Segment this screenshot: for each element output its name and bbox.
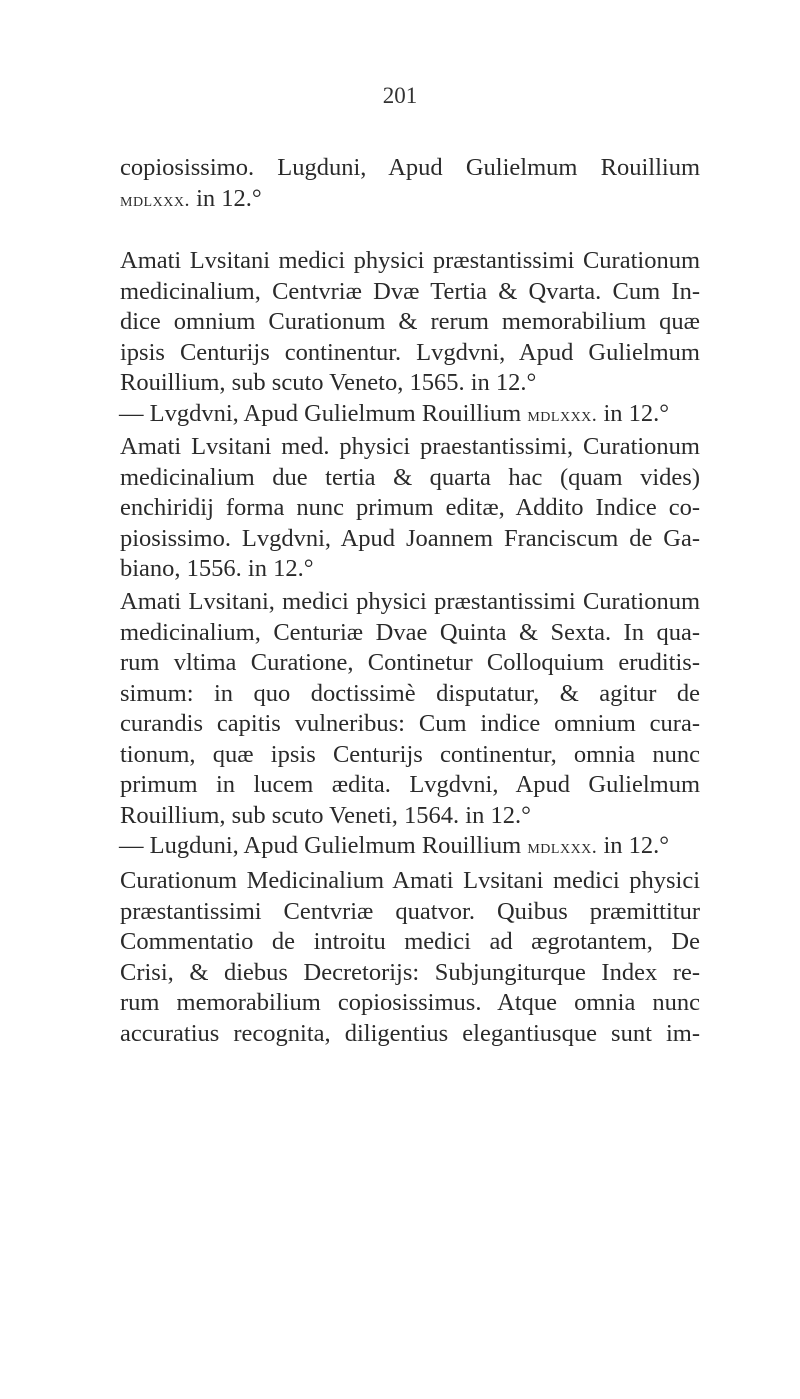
text-line: Amati Lvsitani medici physici præstantissimi Curationum bbox=[120, 247, 700, 274]
text-line: accuratius recognita, diligentius elegantiusque sunt im- bbox=[120, 1019, 700, 1047]
text-line: piosissimo. Lvgdvni, Apud Joannem Franciscum de Ga- bbox=[120, 524, 700, 552]
bibliography-entry bbox=[120, 587, 700, 862]
text-line: copiosissimo. Lugduni, Apud Gulielmum Rouillium bbox=[120, 154, 700, 181]
roman-date: mdlxxx. bbox=[120, 188, 190, 211]
text-line: medicinalium due tertia & quarta hac (quam vides) bbox=[120, 463, 700, 491]
bibliography-entry bbox=[120, 432, 700, 585]
text-line: medicinalium, Centuriæ Dvae Quinta & Sexta. In qua- bbox=[120, 618, 700, 646]
text-line: Amati Lvsitani med. physici praestantissimi, Curationum bbox=[120, 433, 700, 460]
text-line: biano, 1556. in 12.° bbox=[120, 555, 314, 582]
bibliography-entry bbox=[120, 246, 700, 429]
text-line: Amati Lvsitani, medici physici præstantissimi Curationum bbox=[120, 588, 700, 615]
text-line: curandis capitis vulneribus: Cum indice omnium cura- bbox=[120, 710, 700, 737]
text-line-edition: — Lugduni, Apud Gulielmum Rouillium mdlxxx. in 12.° bbox=[119, 832, 670, 859]
text-line: Crisi, & diebus Decretorijs: Subjungiturque Index re- bbox=[120, 958, 700, 986]
text-line: rum vltima Curatione, Continetur Colloquium eruditis- bbox=[120, 649, 700, 676]
text-line: Rouillium, sub scuto Veneti, 1564. in 12.° bbox=[120, 801, 531, 829]
text-line: mdlxxx. in 12.° bbox=[120, 184, 262, 212]
roman-date: mdlxxx. bbox=[527, 403, 598, 426]
text-line: primum in lucem ædita. Lvgdvni, Apud Gulielmum bbox=[120, 771, 700, 798]
bibliography-entry bbox=[120, 866, 700, 1049]
text-line: Curationum Medicinalium Amati Lvsitani medici physici bbox=[120, 867, 700, 894]
text-line: tionum, quæ ipsis Centurijs continentur, omnia nunc bbox=[120, 740, 700, 768]
text-line: rum memorabilium copiosissimus. Atque omnia nunc bbox=[120, 989, 700, 1016]
roman-date: mdlxxx. bbox=[527, 836, 598, 858]
text-line: præstantissimi Centvriæ quatvor. Quibus præmittitur bbox=[120, 897, 700, 925]
text-line: simum: in quo doctissimè disputatur, & agitur de bbox=[120, 679, 700, 707]
text-line: ipsis Centurijs continentur. Lvgdvni, Apud Gulielmum bbox=[120, 338, 700, 366]
text-line: medicinalium, Centvriæ Dvæ Tertia & Qvarta. Cum In- bbox=[120, 277, 700, 305]
text-line: Commentatio de introitu medici ad ægrotantem, De bbox=[120, 928, 700, 955]
bibliography-entry-continuation bbox=[120, 153, 700, 214]
page-number: 201 bbox=[382, 83, 418, 108]
text-line-edition: — Lvgdvni, Apud Gulielmum Rouillium mdlxxx. in 12.° bbox=[119, 399, 670, 427]
text-line: Rouillium, sub scuto Veneto, 1565. in 12.° bbox=[120, 369, 537, 396]
text-line: enchiridij forma nunc primum editæ, Addito Indice co- bbox=[120, 494, 700, 521]
text-line: dice omnium Curationum & rerum memorabilium quæ bbox=[120, 308, 700, 335]
